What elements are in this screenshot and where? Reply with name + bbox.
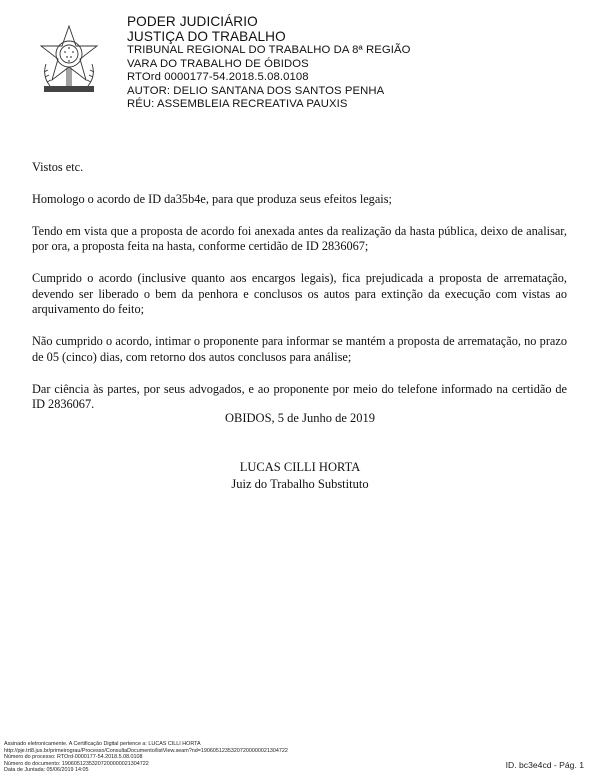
document-body: [32, 160, 567, 429]
header-line-power: PODER JUDICIÁRIO: [127, 14, 258, 29]
footer-line-process-number: Número do processo: RTOrd-0000177-54.2018.5.08.0108: [4, 754, 143, 761]
footer-line-certification: Assinado eletronicamente. A Certificação Digital pertence a: LUCAS CILLI HORTA: [4, 741, 201, 747]
header-line-defendant: RÉU: ASSEMBLEIA RECREATIVA PAUXIS: [127, 98, 348, 111]
paragraph-proposta: Tendo em vista que a proposta de acordo foi anexada antes da realização da hasta pública, deixo de analisar, por ora, a proposta feita na hasta, conforme certidão de ID 2836067;: [32, 223, 567, 254]
document-header: [28, 14, 588, 124]
paragraph-ciencia: Dar ciência às partes, por seus advogados, e ao proponente por meio do telefone informado na certidão de ID 2836067.: [32, 381, 567, 412]
paragraph-homologo: Homologo o acordo de ID da35b4e, para que produza seus efeitos legais;: [32, 191, 392, 206]
header-line-vara: VARA DO TRABALHO DE ÓBIDOS: [127, 57, 309, 70]
paragraph-cumprido: Cumprido o acordo (inclusive quanto aos encargos legais), fica prejudicada a proposta de arrematação, devendo ser liberado o bem da penhora e conclusos os autos para extinção da execução com vistas ao arquivamento do feito;: [32, 271, 567, 317]
footer-line-url: http://pje.trt8.jus.br/primeirograu/Processo/ConsultaDocumento/listView.seam?nd=19060512353207200000021304722: [4, 747, 288, 754]
paragraph-nao-cumprido: Não cumprido o acordo, intimar o proponente para informar se mantém a proposta de arrematação, no prazo de 05 (cinco) dias, com retorno dos autos conclusos para análise;: [32, 334, 567, 364]
signature-footer: [4, 741, 288, 774]
signature-name: LUCAS CILLI HORTA: [239, 460, 361, 474]
footer-line-document-number: Número do documento: 19060512353207200000021304722: [4, 760, 149, 767]
header-line-process-number: RTOrd 0000177-54.2018.5.08.0108: [127, 71, 309, 84]
header-line-tribunal: TRIBUNAL REGIONAL DO TRABALHO DA 8ª REGIÃO: [127, 44, 411, 56]
header-line-justice: JUSTIÇA DO TRABALHO: [127, 29, 286, 44]
coat-of-arms-icon: [36, 24, 102, 96]
page-id: ID. bc3e4cd - Pág. 1: [505, 760, 584, 770]
paragraph-vistos: Vistos etc.: [32, 160, 84, 174]
footer-line-date: Data de Juntada: 05/06/2019 14:05: [4, 767, 89, 774]
signature-title: Juiz do Trabalho Substituto: [231, 477, 369, 491]
header-line-author: AUTOR: DELIO SANTANA DOS SANTOS PENHA: [127, 84, 385, 97]
header-text: [127, 14, 411, 112]
place-date: OBIDOS, 5 de Junho de 2019: [225, 411, 375, 425]
